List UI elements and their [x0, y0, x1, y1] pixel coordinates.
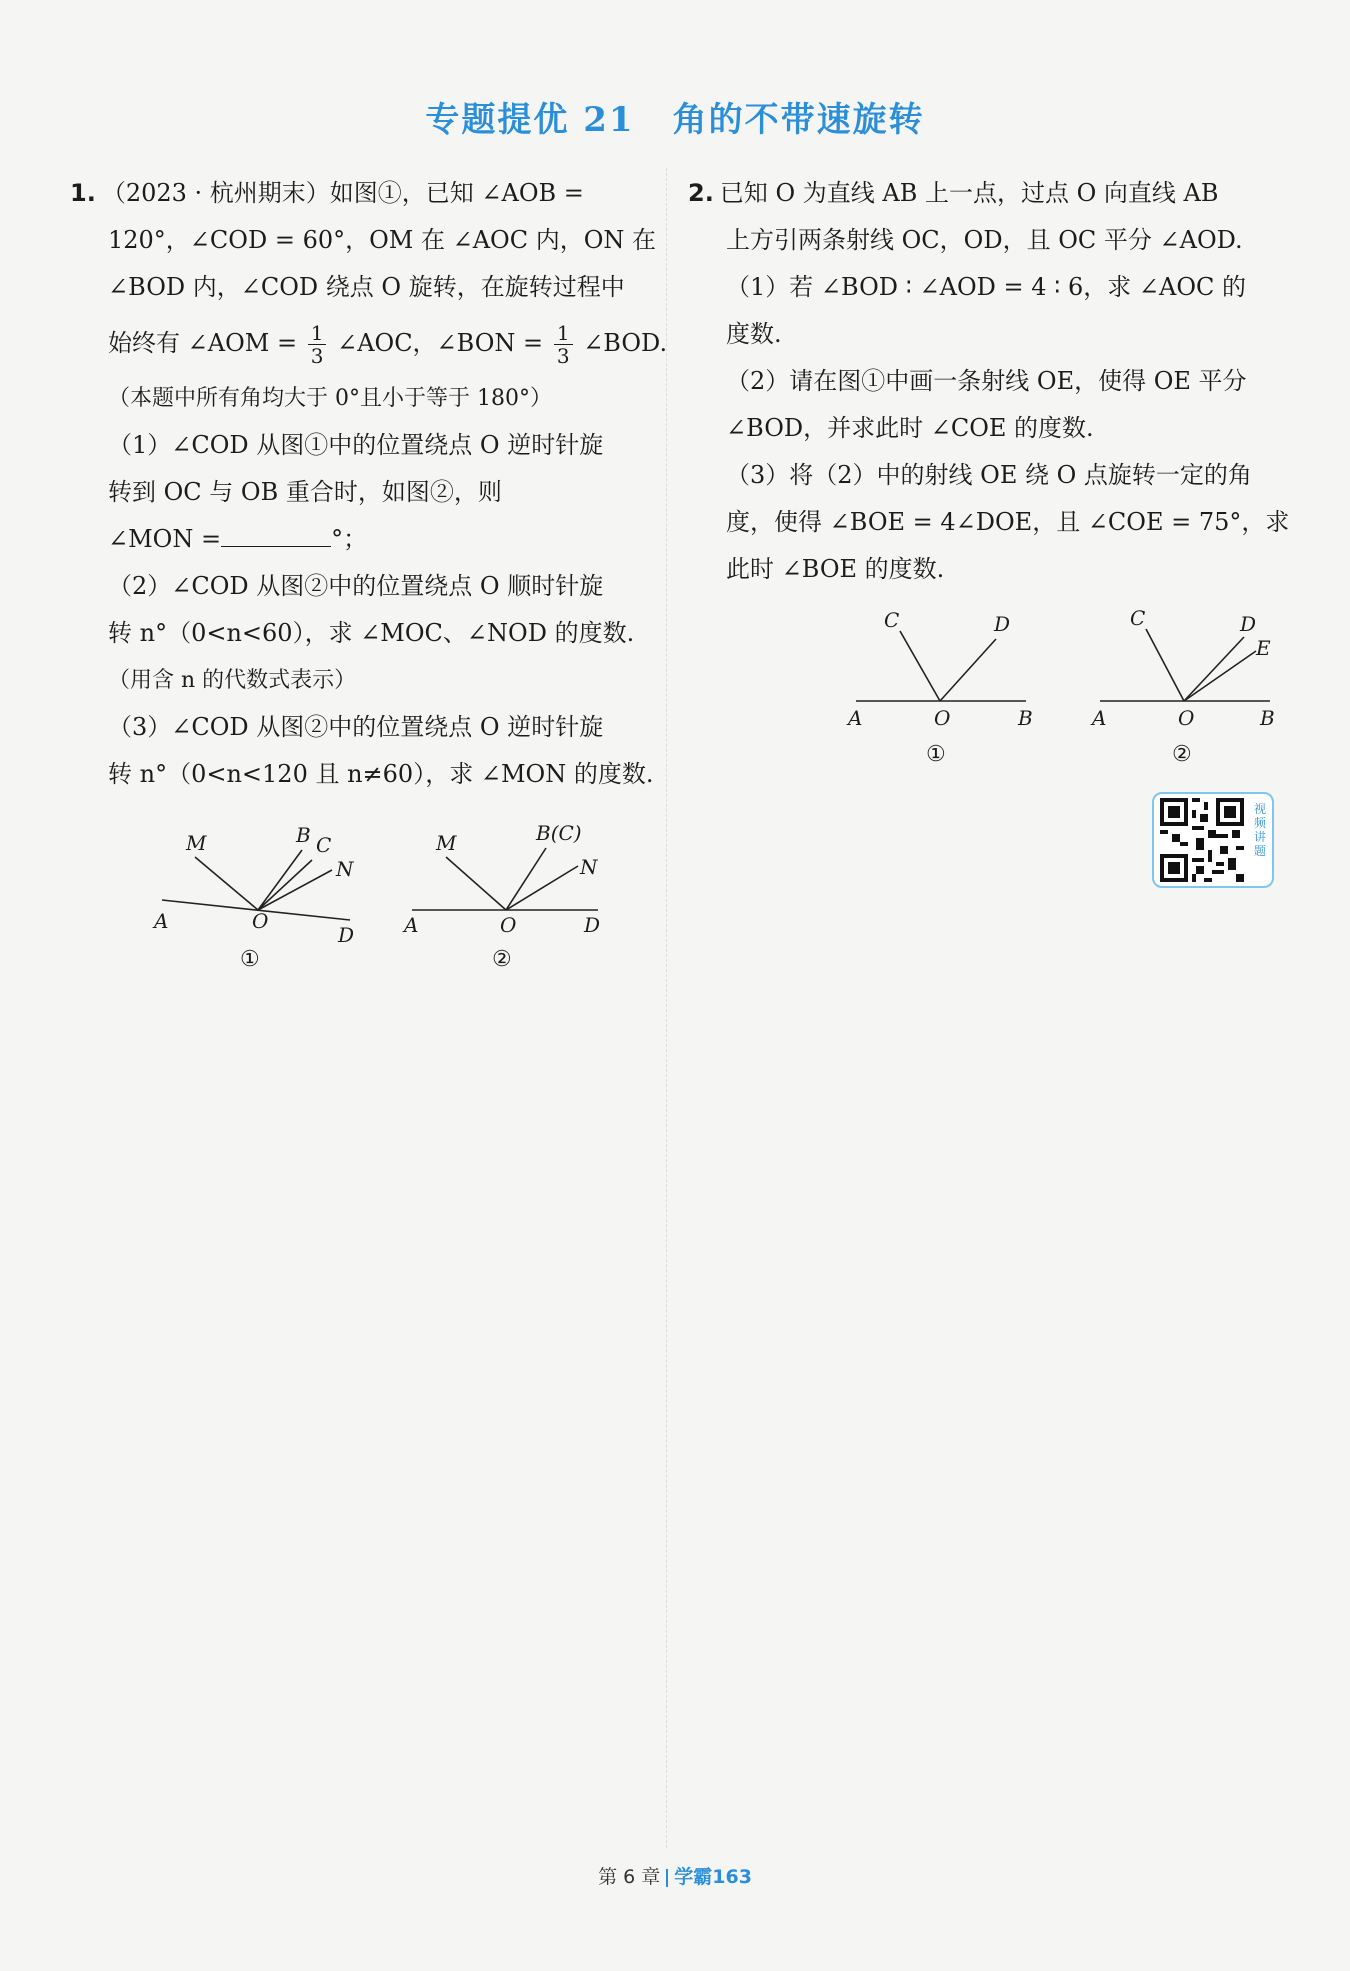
- p1-line-4: [70, 311, 668, 375]
- label-o: O: [1178, 706, 1195, 730]
- p2-line-2: 上方引两条射线 OC，OD，且 OC 平分 ∠AOD.: [726, 226, 1243, 254]
- ray-on: [506, 866, 578, 910]
- p2-text: 已知 O 为直线 AB 上一点，过点 O 向直线 AB: [719, 179, 1219, 207]
- ray-ob: [258, 850, 302, 910]
- p1-q1-line-3: [70, 516, 652, 563]
- label-n: N: [580, 855, 598, 879]
- video-qr-badge[interactable]: [1152, 792, 1274, 888]
- label-m: M: [436, 831, 457, 855]
- label-b: B: [1260, 706, 1275, 730]
- ray-om: [446, 857, 506, 910]
- p2-line-1: [688, 170, 1278, 217]
- ray-od: [1184, 637, 1244, 701]
- p1-q2-line-3: （用含 n 的代数式表示）: [108, 668, 357, 693]
- label-d: D: [584, 913, 601, 937]
- label-a: A: [1092, 706, 1107, 730]
- p1-text: ∠BOD.: [583, 329, 668, 357]
- ray-oe: [1184, 651, 1256, 701]
- label-c: C: [884, 608, 900, 632]
- label-c: C: [316, 833, 332, 857]
- page-title: [0, 92, 1350, 141]
- chapter-label: 第 6 章: [598, 1866, 661, 1888]
- label-m: M: [186, 831, 207, 855]
- p1-q1-line-2: 转到 OC 与 OB 重合时，如图②，则: [108, 478, 502, 506]
- p2-figure-1: [846, 608, 1033, 767]
- p2-q3-line-3: 此时 ∠BOE 的度数.: [726, 555, 945, 583]
- ray-oc: [900, 631, 940, 701]
- page-number: 163: [712, 1866, 752, 1888]
- fraction-one-third: [308, 322, 327, 367]
- p1-text: 始终有 ∠AOM =: [108, 329, 298, 357]
- p1-note: （本题中所有角均大于 0°且小于等于 180°）: [108, 386, 552, 411]
- p1-text: °；: [331, 525, 368, 553]
- p2-figure-2: [1090, 606, 1275, 767]
- title-subject: 角的不带速旋转: [672, 100, 925, 140]
- p1-q1-line-1: （1）∠COD 从图①中的位置绕点 O 逆时针旋: [108, 431, 604, 459]
- p2-q3-line-2: 度，使得 ∠BOE = 4∠DOE，且 ∠COE = 75°，求: [726, 508, 1290, 536]
- label-c: C: [1130, 606, 1146, 630]
- label-o: O: [500, 913, 517, 937]
- label-o: O: [252, 909, 269, 933]
- ray-obc: [506, 848, 546, 910]
- p1-figure-1: [152, 823, 355, 972]
- p1-q3-line-1: （3）∠COD 从图②中的位置绕点 O 逆时针旋: [108, 713, 604, 741]
- p1-text: ∠AOC，∠BON =: [337, 329, 544, 357]
- label-d: D: [994, 612, 1011, 636]
- p1-line-1: [70, 170, 652, 217]
- label-o: O: [934, 706, 951, 730]
- fraction-one-third: [554, 322, 573, 367]
- p2-q1-line-2: 度数.: [726, 320, 782, 348]
- figure-caption-2: ②: [492, 947, 512, 972]
- p1-figures: [70, 812, 630, 982]
- p1-text: ∠MON =: [108, 525, 222, 553]
- p1-text: （2023 · 杭州期末）如图①，已知 ∠AOB =: [101, 179, 584, 207]
- p1-figure-2: [402, 821, 600, 972]
- problem-number: 1.: [70, 179, 96, 207]
- p1-q2-line-1: （2）∠COD 从图②中的位置绕点 O 顺时针旋: [108, 572, 604, 600]
- label-a: A: [404, 913, 419, 937]
- label-d: D: [338, 923, 355, 947]
- problem-number: 2.: [688, 179, 714, 207]
- problem-2: [688, 170, 1290, 771]
- frac-numerator: 1: [554, 322, 573, 345]
- footer-separator: [666, 1869, 668, 1887]
- ray-od: [940, 639, 996, 701]
- p1-line-2: 120°，∠COD = 60°，OM 在 ∠AOC 内，ON 在: [108, 226, 657, 254]
- label-d: D: [1240, 612, 1257, 636]
- brand-name: 学霸: [674, 1866, 713, 1888]
- p1-q2-line-2: 转 n°（0<n<60），求 ∠MOC、∠NOD 的度数.: [108, 619, 635, 647]
- p2-q2-line-1: （2）请在图①中画一条射线 OE，使得 OE 平分: [726, 367, 1247, 395]
- p2-q1-line-1: （1）若 ∠BOD ∶ ∠AOD = 4 ∶ 6，求 ∠AOC 的: [726, 273, 1247, 301]
- label-b: B: [1018, 706, 1033, 730]
- ray-oc: [1146, 629, 1184, 701]
- qr-code-icon: [1160, 798, 1244, 882]
- frac-numerator: 1: [308, 322, 327, 345]
- label-bc: B(C): [536, 821, 582, 845]
- frac-denominator: 3: [556, 344, 570, 368]
- qr-label: 视频讲题: [1253, 802, 1266, 858]
- ray-om: [195, 857, 258, 910]
- figure-caption-1: ①: [240, 947, 260, 972]
- p2-q3-line-1: （3）将（2）中的射线 OE 绕 O 点旋转一定的角: [726, 461, 1252, 489]
- figure-caption-1: ①: [926, 742, 946, 767]
- answer-blank: [221, 524, 331, 547]
- label-e: E: [1256, 636, 1271, 660]
- problem-1: [70, 170, 668, 982]
- title-topic: 专题提优 21: [425, 100, 635, 140]
- column-divider: [666, 168, 667, 1848]
- label-a: A: [154, 909, 169, 933]
- label-a: A: [848, 706, 863, 730]
- page-footer: [0, 1862, 1350, 1889]
- p2-q2-line-2: ∠BOD，并求此时 ∠COE 的度数.: [726, 414, 1094, 442]
- frac-denominator: 3: [310, 344, 324, 368]
- figure-caption-2: ②: [1172, 742, 1192, 767]
- p2-figures: [688, 601, 1278, 771]
- label-n: N: [336, 857, 354, 881]
- p1-q3-line-2: 转 n°（0<n<120 且 n≠60），求 ∠MON 的度数.: [108, 760, 654, 788]
- label-b: B: [296, 823, 311, 847]
- p1-line-3: ∠BOD 内，∠COD 绕点 O 旋转，在旋转过程中: [108, 273, 625, 301]
